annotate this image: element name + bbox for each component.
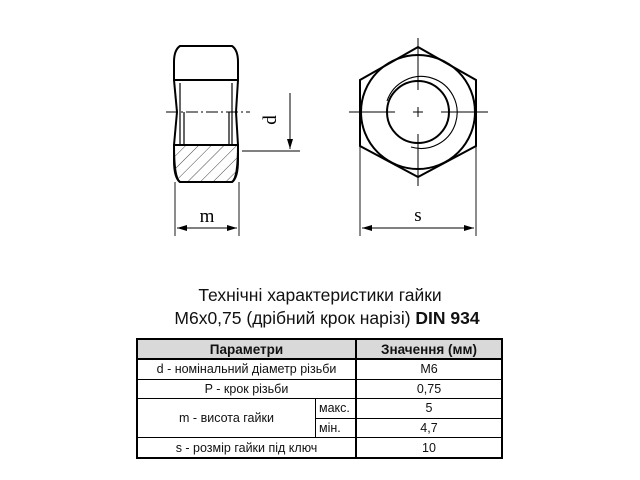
dimension-label-s: s <box>414 205 422 226</box>
spec-subtitle-text: М6х0,75 (дрібний крок нарізі) <box>174 308 416 328</box>
param-cell: s - розмір гайки під ключ <box>137 438 356 458</box>
value-cell: М6 <box>356 359 502 379</box>
param-cell: d - номінальний діаметр різьби <box>137 359 356 379</box>
dimension-label-m: m <box>199 206 215 227</box>
table-row <box>137 438 502 458</box>
spec-subtitle <box>7 307 640 329</box>
sub-label-cell: макс. <box>316 399 357 419</box>
sub-label-cell: мін. <box>316 418 357 438</box>
table-row <box>137 399 502 419</box>
side-view <box>166 46 300 236</box>
value-cell: 5 <box>356 399 502 419</box>
standard-label: DIN 934 <box>415 308 480 328</box>
spec-title: Технічні характеристики гайки <box>198 285 442 305</box>
table-row <box>137 359 502 379</box>
param-cell: m - висота гайки <box>137 399 316 438</box>
table-row <box>137 379 502 399</box>
value-cell: 0,75 <box>356 379 502 399</box>
table-header-row <box>137 339 502 359</box>
spec-table <box>136 338 503 459</box>
dimension-label-d: d <box>260 115 281 125</box>
param-cell: P - крок різьби <box>137 379 356 399</box>
header-parameters: Параметри <box>137 339 356 359</box>
value-cell: 4,7 <box>356 418 502 438</box>
value-cell: 10 <box>356 438 502 458</box>
header-value: Значення (мм) <box>356 339 502 359</box>
